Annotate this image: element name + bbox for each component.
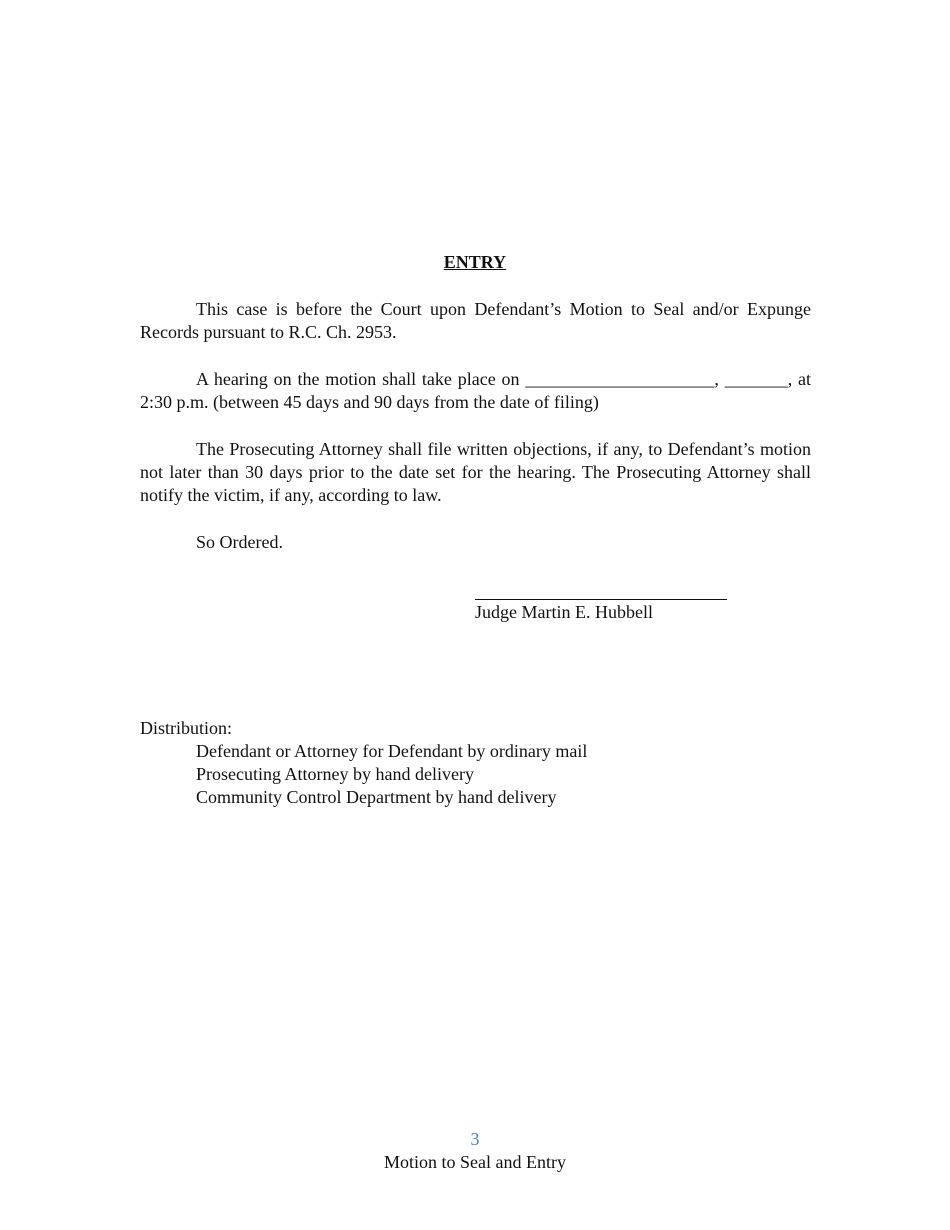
- paragraph-so-ordered: So Ordered.: [196, 532, 283, 552]
- paragraph-hearing-date: [140, 368, 811, 414]
- document-title: ENTRY: [443, 252, 507, 272]
- hearing-text-before: A hearing on the motion shall take place on: [196, 369, 526, 389]
- signature-line: [475, 599, 727, 600]
- paragraph-motion-before-court: This case is before the Court upon Defendant’s Motion to Seal and/or Expunge Records pursuant to R.C. Ch. 2953.: [140, 299, 811, 342]
- hearing-separator: ,: [714, 369, 725, 389]
- hearing-year-blank: _______: [724, 369, 788, 389]
- distribution-label: Distribution:: [140, 718, 233, 738]
- hearing-text-after: , at 2:30 p.m. (between 45 days and 90 days from the date of filing): [140, 369, 812, 412]
- footer-document-title: Motion to Seal and Entry: [384, 1152, 566, 1172]
- hearing-date-blank: _____________________: [525, 369, 715, 389]
- distribution-item: Prosecuting Attorney by hand delivery: [196, 764, 474, 784]
- page-number: 3: [470, 1129, 480, 1149]
- distribution-list: [196, 740, 587, 809]
- distribution-item: Defendant or Attorney for Defendant by ordinary mail: [196, 741, 588, 761]
- paragraph-prosecutor-objections: The Prosecuting Attorney shall file written objections, if any, to Defendant’s motion not later than 30 days prior to the date set for the hearing. The Prosecuting Attorney shall notify the victim, if any, according to law.: [140, 439, 811, 505]
- distribution-item: Community Control Department by hand delivery: [196, 787, 557, 807]
- judge-name: Judge Martin E. Hubbell: [475, 602, 653, 622]
